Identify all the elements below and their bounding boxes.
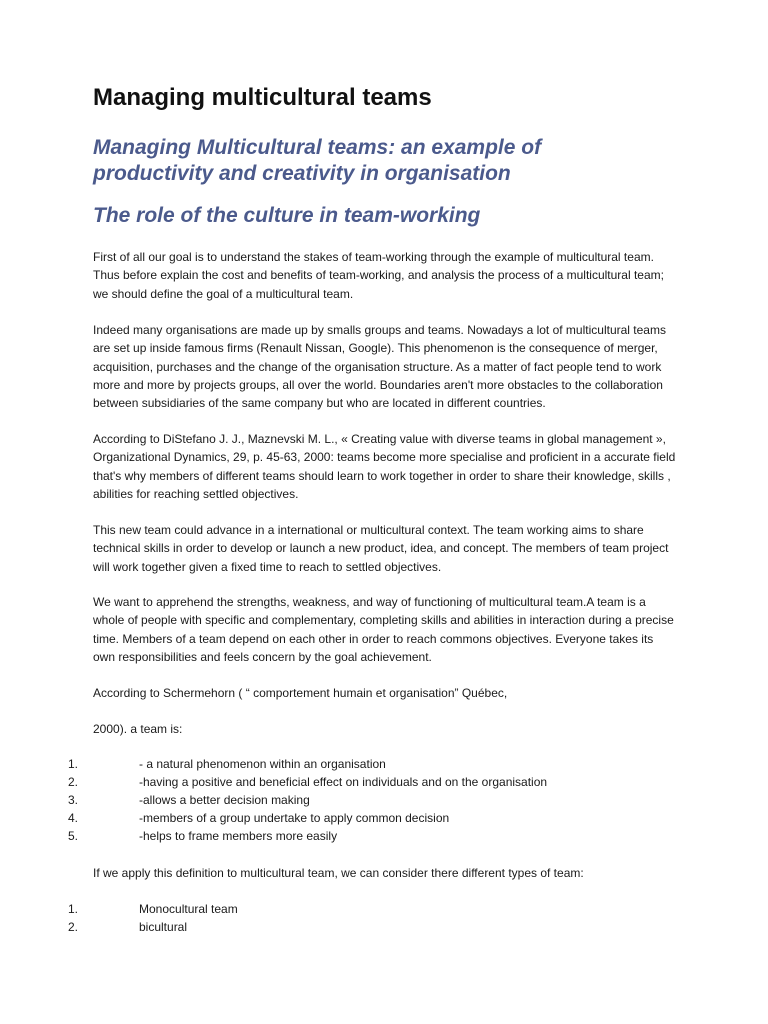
list-item-number: 2. bbox=[68, 920, 79, 934]
list-item: -members of a group undertake to apply common decision bbox=[139, 811, 450, 825]
list-item: -helps to frame members more easily bbox=[139, 829, 338, 843]
section-heading: The role of the culture in team-working bbox=[93, 204, 481, 227]
list-item-number: 1. bbox=[68, 902, 79, 916]
list-item-number: 1. bbox=[68, 757, 79, 771]
list-item: - a natural phenomenon within an organisation bbox=[139, 757, 386, 771]
list-item: -allows a better decision making bbox=[139, 793, 310, 807]
page-title: Managing multicultural teams bbox=[93, 84, 432, 111]
list-item: Monocultural team bbox=[139, 902, 238, 916]
paragraph-organisations: Indeed many organisations are made up by smalls groups and teams. Nowadays a lot of multicultural teams are set up inside famous firms (Renault Nissan, Google). This phenomenon is the consequence of merger, acquisition, purchases and the change of the organisation structure. As a matter of fact people tend to work more and more by projects groups, all over the world. Boundaries aren't more obstacles to the collaboration between subsidiaries of the same company but who are located in different countries. bbox=[93, 323, 666, 411]
list-item-number: 5. bbox=[68, 829, 79, 843]
paragraph-distefano: According to DiStefano J. J., Maznevski M. L., « Creating value with diverse teams in global management », Organizational Dynamics, 29, p. 45-63, 2000: teams become more specialise and proficient in a accurate field that's why members of different teams should learn to work together in order to share their knowledge, skills , abilities for reaching settled objectives. bbox=[93, 432, 676, 501]
list-item: bicultural bbox=[139, 920, 188, 934]
paragraph-types: If we apply this definition to multicultural team, we can consider there different types of team: bbox=[93, 866, 584, 880]
paragraph-intro: First of all our goal is to understand the stakes of team-working through the example of multicultural team. Thus before explain the cost and benefits of team-working, and analysis the process of a multicultural team; we should define the goal of a multicultural team. bbox=[93, 250, 664, 301]
list-item-number: 3. bbox=[68, 793, 79, 807]
list-item-number: 4. bbox=[68, 811, 79, 825]
list-item-number: 2. bbox=[68, 775, 79, 789]
paragraph-schermehorn: According to Schermehorn ( “ comportement humain et organisation” Québec, bbox=[93, 686, 508, 700]
paragraph-team-is: 2000). a team is: bbox=[93, 722, 183, 736]
paragraph-strengths: We want to apprehend the strengths, weakness, and way of functioning of multicultural team.A team is a whole of people with specific and complementary, completing skills and abilities in interaction during a precise time. Members of a team depend on each other in order to reach commons objectives. Everyone takes its own responsibilities and feels concern by the goal achievement. bbox=[93, 595, 674, 664]
list-item: -having a positive and beneficial effect on individuals and on the organisation bbox=[139, 775, 548, 789]
paragraph-new-team: This new team could advance in a international or multicultural context. The team working aims to share technical skills in order to develop or launch a new product, idea, and concept. The members of team project will work together given a fixed time to reach to settled objectives. bbox=[93, 523, 669, 574]
subtitle: Managing Multicultural teams: an example of productivity and creativity in organisation bbox=[93, 136, 542, 185]
